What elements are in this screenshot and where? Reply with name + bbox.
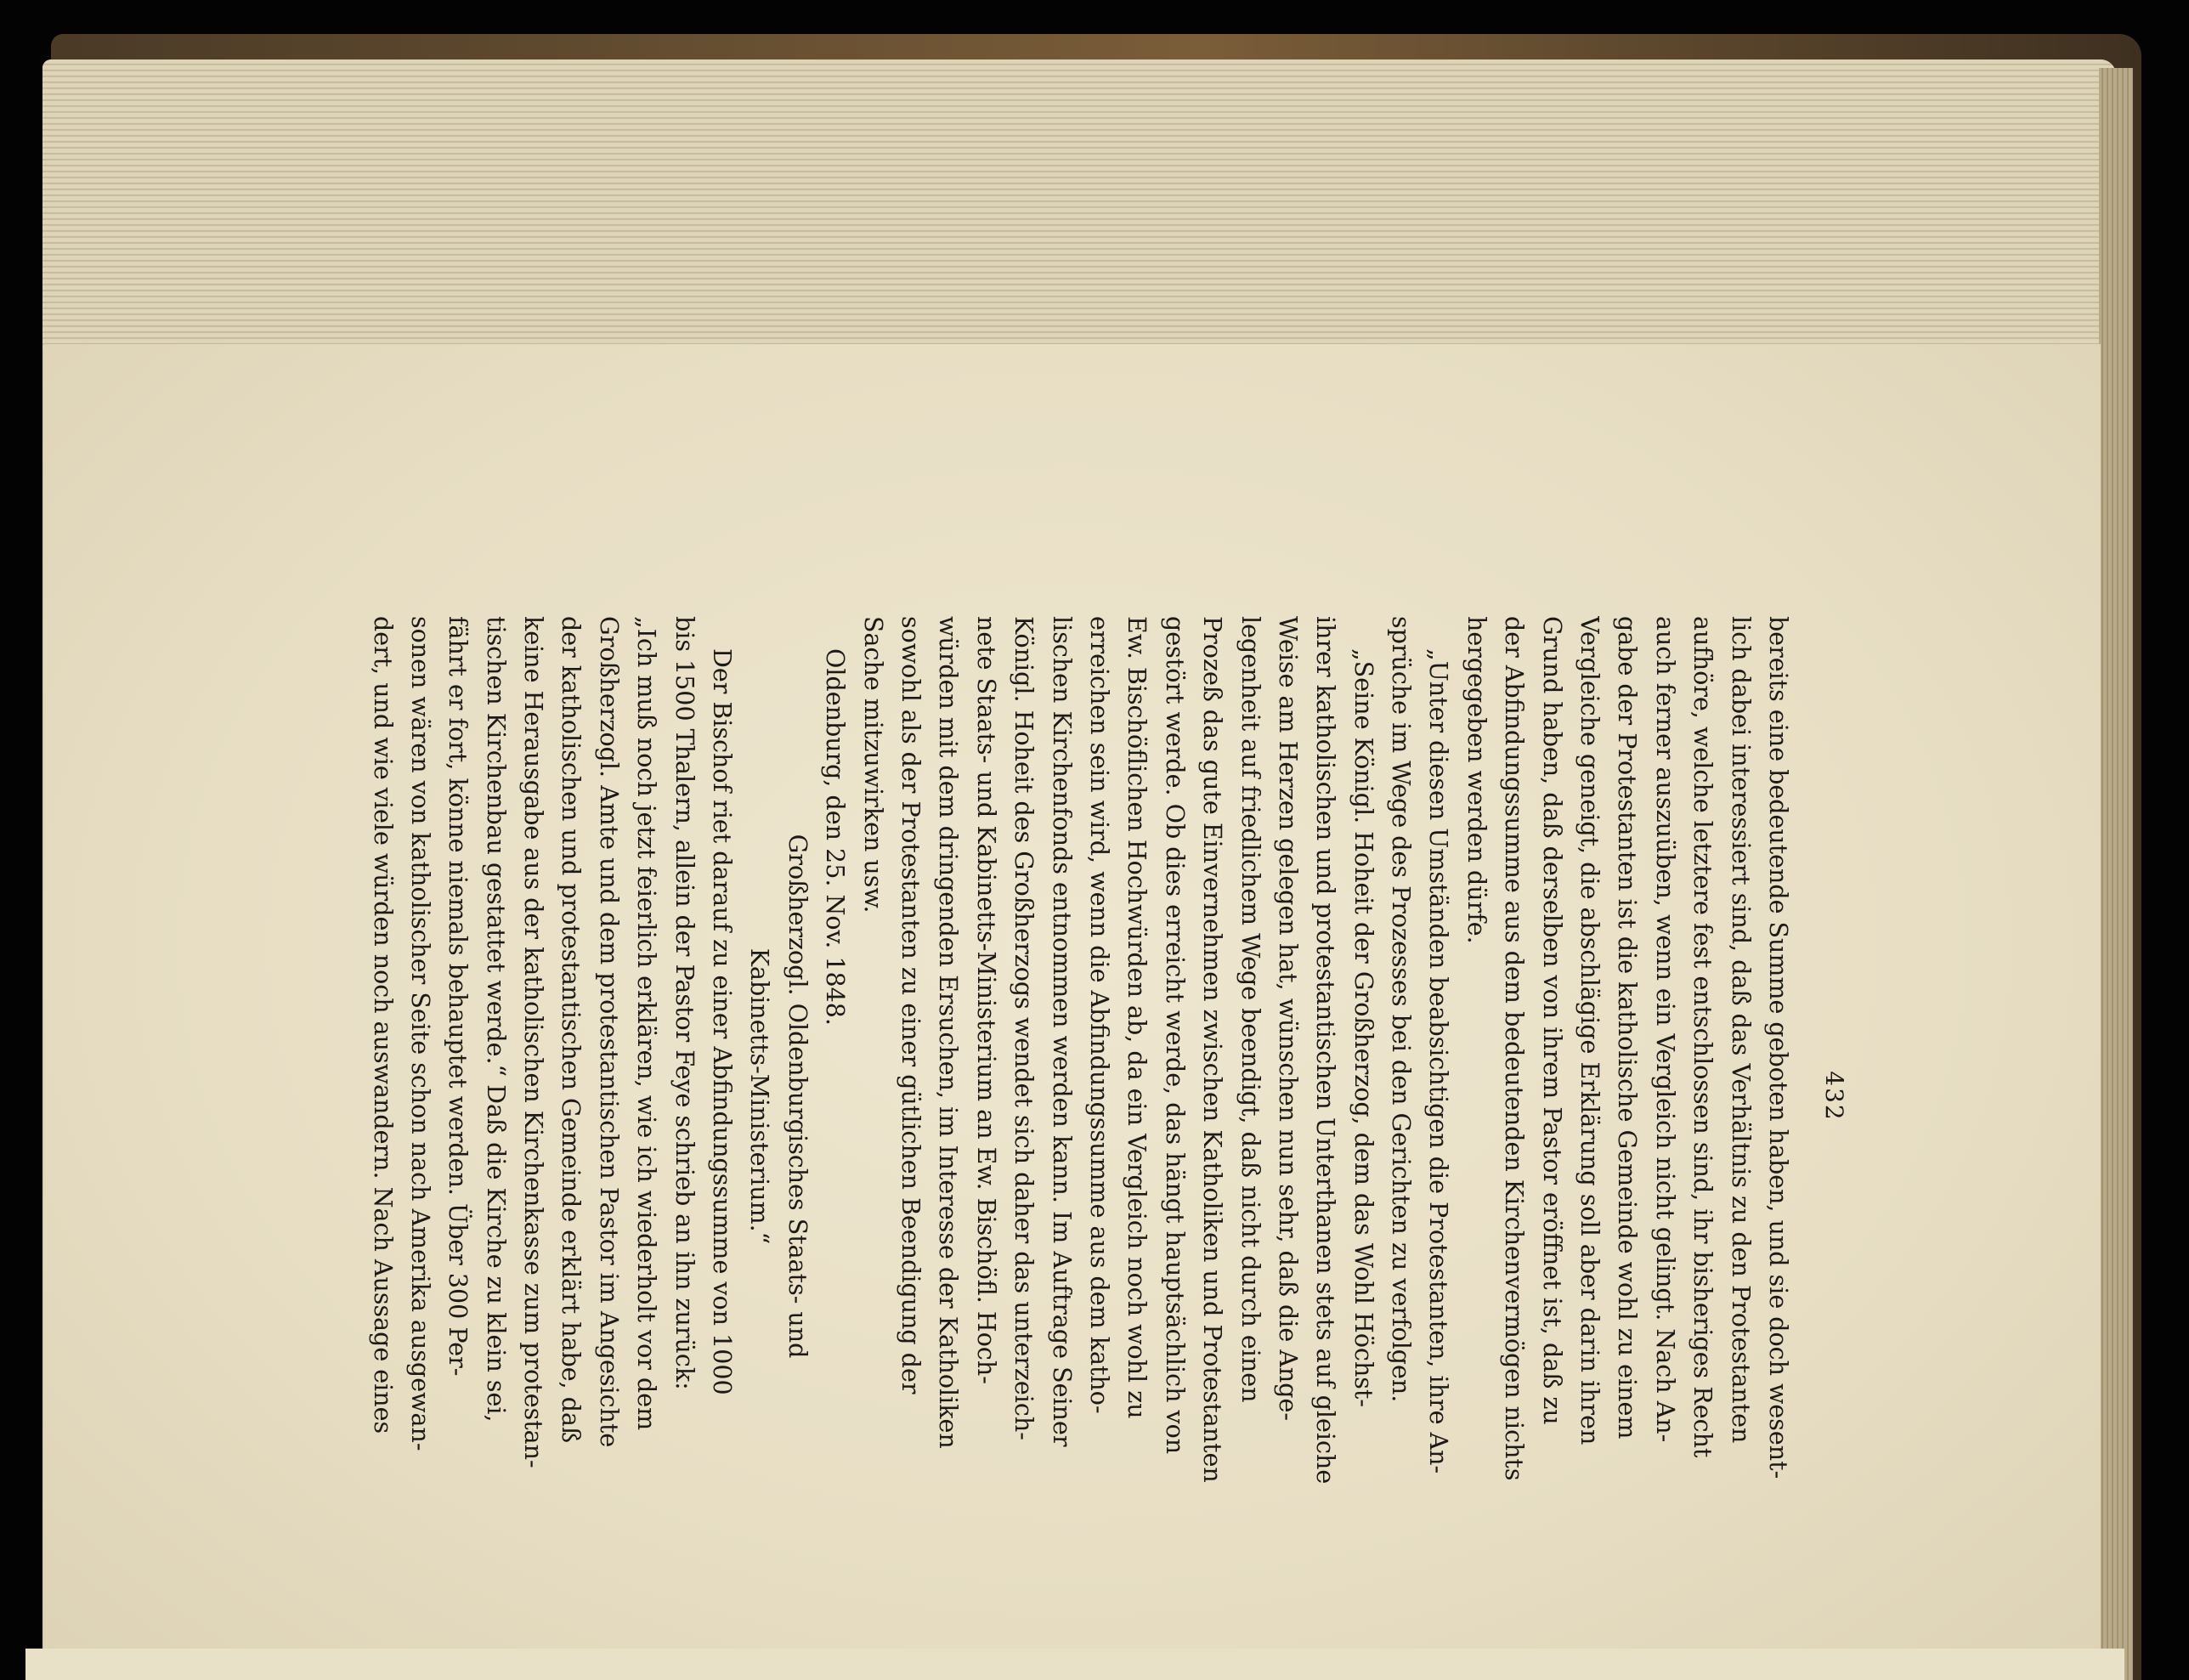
text-line: tischen Kirchenbau gestattet werde.“ Daß die Kirche zu klein sei,: [481, 616, 510, 1423]
text-line: nete Staats- und Kabinetts-Ministerium an Ew. Bischöfl. Hoch-: [971, 616, 1000, 1384]
text-line: „Ich muß noch jetzt feierlich erklären, wie ich wiederholt vor dem: [632, 616, 661, 1431]
text-line: der katholischen und protestantischen Gemeinde erklärt habe, daß: [557, 616, 585, 1444]
text-line: ihrer katholischen und protestantischen Unterthanen stets auf gleiche: [1311, 616, 1340, 1485]
text-line: bereits eine bedeutende Summe geboten haben, und sie doch wesent-: [1764, 616, 1792, 1479]
text-line: der Abfindungssumme aus dem bedeutenden Kirchenvermögen nichts: [1500, 616, 1529, 1481]
text-line: lich dabei interessiert sind, daß das Verhältnis zu den Protestanten: [1726, 616, 1755, 1444]
text-line: auch ferner auszuüben, wenn ein Vergleich nicht gelingt. Nach An-: [1650, 616, 1679, 1443]
text-line: Der Bischof riet darauf zu einer Abfindungssumme von 1000: [708, 648, 737, 1395]
text-line: Großherzogl. Amte und dem protestantischen Pastor im Angesichte: [594, 616, 623, 1448]
text-line: sprüche im Wege des Prozesses bei den Gerichten zu verfolgen.: [1387, 616, 1416, 1403]
signature-line: Kabinetts-Ministerium.“: [745, 947, 774, 1245]
text-line: gabe der Protestanten ist die katholische Gemeinde wohl zu einem: [1613, 616, 1642, 1440]
text-line: Weise am Herzen gelegen hat, wünschen nun sehr, daß die Ange-: [1273, 616, 1302, 1421]
text-line: lischen Kirchenfonds entnommen werden kann. Im Auftrage Seiner: [1047, 616, 1076, 1447]
page-number: 432: [1820, 1071, 1848, 1122]
text-line: Vergleiche geneigt, die abschlägige Erklärung soll aber darin ihren: [1575, 616, 1604, 1445]
text-line: Ew. Bischöflichen Hochwürden ab, da ein Vergleich noch wohl zu: [1123, 616, 1151, 1419]
text-line: Grund haben, daß derselben von ihrem Pastor eröffnet ist, daß zu: [1537, 616, 1566, 1425]
text-line: aufhöre, welche letztere fest entschlossen sind, ihr bisheriges Recht: [1688, 616, 1717, 1458]
text-line: hergegeben werden dürfe.: [1462, 616, 1490, 944]
text-line: sonen wären von katholischer Seite schon nach Amerika ausgewan-: [405, 616, 434, 1451]
date-line: Oldenburg, den 25. Nov. 1848.: [821, 648, 850, 1026]
text-line: dert, und wie viele würden noch auswandern. Nach Aussage eines: [368, 616, 397, 1434]
text-line: „Seine Königl. Hoheit der Großherzog, dem das Wohl Höchst-: [1349, 648, 1377, 1408]
text-line: Prozeß das gute Einvernehmen zwischen Katholiken und Protestanten: [1198, 616, 1227, 1483]
text-line: gestört werde. Ob dies erreicht werde, das hängt hauptsächlich von: [1160, 616, 1189, 1455]
facing-page-edge: [25, 1649, 2124, 1680]
text-line: legenheit auf friedlichem Wege beendigt, daß nicht durch einen: [1236, 616, 1264, 1403]
page-edges-stack: [42, 59, 2116, 348]
page-text-frame: [336, 616, 1852, 1576]
text-line: „Unter diesen Umständen beabsichtigen die Protestanten, ihre An-: [1424, 648, 1453, 1474]
text-line: Königl. Hoheit des Großherzogs wendet sich daher das unterzeich-: [1010, 616, 1038, 1440]
text-line: erreichen sein wird, wenn die Abfindungssumme aus dem katho-: [1084, 616, 1113, 1414]
text-line: fährt er fort, könne niemals behauptet werden. Über 300 Per-: [444, 616, 472, 1377]
page-text-rotated: [336, 616, 1852, 1576]
text-line: Sache mitzuwirken usw.: [858, 616, 887, 914]
signature-line: Großherzogl. Oldenburgisches Staats- und: [783, 834, 812, 1359]
text-line: würden mit dem dringenden Ersuchen, im Interesse der Katholiken: [934, 616, 963, 1449]
page-edges-side: [2099, 68, 2133, 1680]
text-line: keine Herausgabe aus der katholischen Kirchenkasse zum protestan-: [519, 616, 548, 1468]
text-line: sowohl als der Protestanten zu einer gütlichen Beendigung der: [897, 616, 925, 1394]
text-line: bis 1500 Thalern, allein der Pastor Feye schrieb an ihn zurück:: [670, 616, 699, 1390]
